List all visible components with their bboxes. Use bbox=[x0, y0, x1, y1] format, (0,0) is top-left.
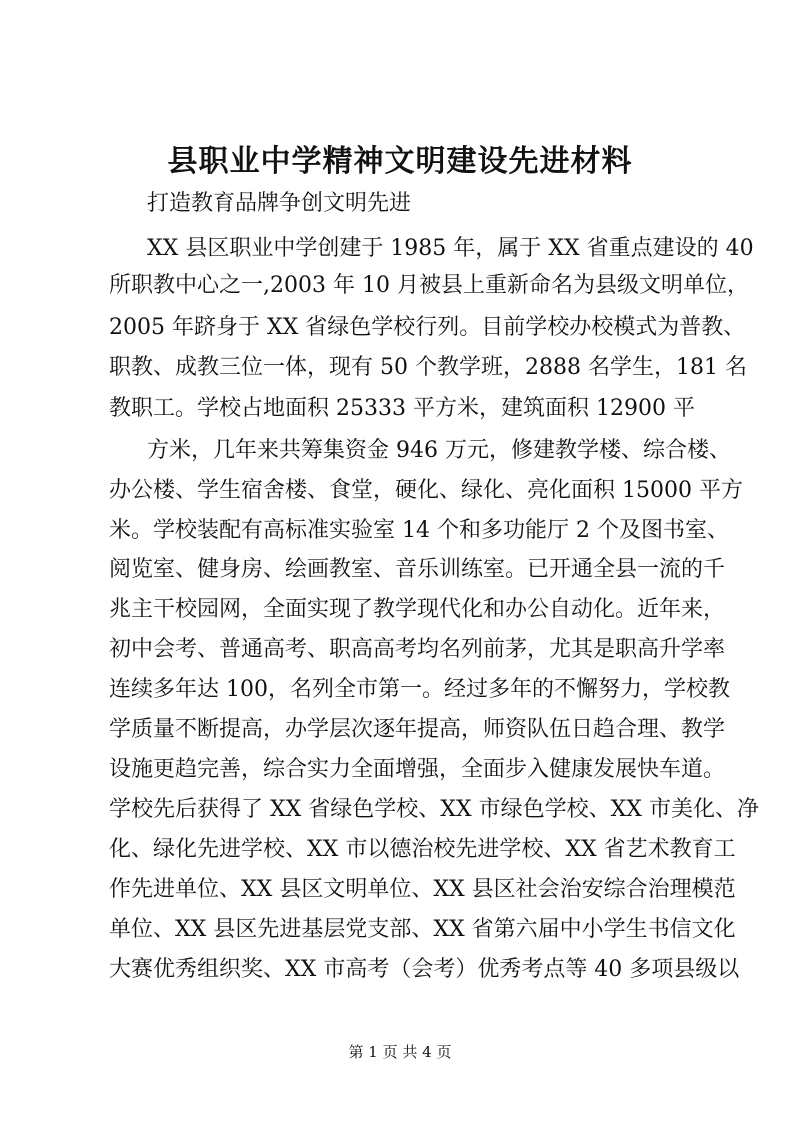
body-line: 学校先后获得了 XX 省绿色学校、XX 市绿色学校、XX 市美化、净 bbox=[109, 797, 759, 822]
body-line: 设施更趋完善，综合实力全面增强，全面步入健康发展快车道。 bbox=[109, 757, 726, 782]
body-line: 兆主干校园网，全面实现了教学现代化和办公自动化。近年来， bbox=[109, 597, 726, 622]
body-line: 单位、XX 县区先进基层党支部、XX 省第六届中小学生书信文化 bbox=[109, 917, 736, 942]
body-line: 阅览室、健身房、绘画教室、音乐训练室。已开通全县一流的千 bbox=[109, 557, 726, 582]
body-line: 化、绿化先进学校、XX 市以德治校先进学校、XX 省艺术教育工 bbox=[109, 837, 736, 862]
body-line: 教职工。学校占地面积 25333 平方米，建筑面积 12900 平 bbox=[109, 396, 695, 421]
body-line: 连续多年达 100，名列全市第一。经过多年的不懈努力，学校教 bbox=[109, 677, 730, 702]
body-line: 办公楼、学生宿舍楼、食堂，硬化、绿化、亮化面积 15000 平方 bbox=[109, 478, 743, 503]
body-line: 职教、成教三位一体，现有 50 个教学班，2888 名学生，181 名 bbox=[109, 355, 747, 380]
body-line: 米。学校装配有高标准实验室 14 个和多功能厅 2 个及图书室、 bbox=[109, 518, 729, 543]
body-line: 2005 年跻身于 XX 省绿色学校行列。目前学校办校模式为普教、 bbox=[109, 315, 746, 340]
body-line: 方米，几年来共筹集资金 946 万元，修建教学楼、综合楼、 bbox=[147, 438, 731, 463]
body-line: 所职教中心之一,2003 年 10 月被县上重新命名为县级文明单位， bbox=[109, 273, 749, 298]
body-line: 初中会考、普通高考、职高高考均名列前茅，尤其是职高升学率 bbox=[109, 637, 726, 662]
body-line: 作先进单位、XX 县区文明单位、XX 县区社会治安综合治理模范 bbox=[109, 877, 736, 902]
page-number-footer: 第 1 页 共 4 页 bbox=[348, 1043, 452, 1061]
subtitle-line: 打造教育品牌争创文明先进 bbox=[147, 191, 412, 216]
document-title: 县职业中学精神文明建设先进材料 bbox=[167, 144, 633, 179]
body-line: XX 县区职业中学创建于 1985 年，属于 XX 省重点建设的 40 bbox=[147, 236, 754, 261]
body-line: 学质量不断提高，办学层次逐年提高，师资队伍日趋合理、教学 bbox=[109, 717, 726, 742]
body-line: 大赛优秀组织奖、XX 市高考（会考）优秀考点等 40 多项县级以 bbox=[109, 957, 740, 982]
